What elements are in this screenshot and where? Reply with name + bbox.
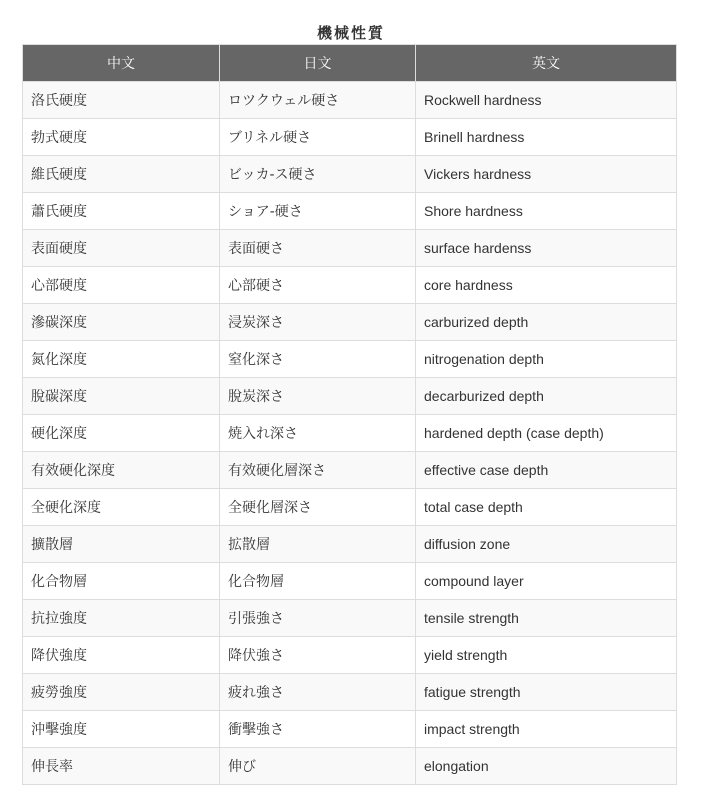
- header-japanese: 日文: [220, 45, 416, 82]
- cell-chinese: 脫碳深度: [23, 378, 220, 415]
- cell-chinese: 擴散層: [23, 526, 220, 563]
- cell-english: elongation: [416, 748, 677, 785]
- cell-chinese: 氮化深度: [23, 341, 220, 378]
- cell-english: hardened depth (case depth): [416, 415, 677, 452]
- table-row: [23, 600, 677, 637]
- table-row: [23, 119, 677, 156]
- cell-chinese: 滲碳深度: [23, 304, 220, 341]
- cell-chinese: 硬化深度: [23, 415, 220, 452]
- cell-chinese: 維氏硬度: [23, 156, 220, 193]
- cell-japanese: 引張強さ: [220, 600, 416, 637]
- cell-english: nitrogenation depth: [416, 341, 677, 378]
- header-row: [23, 45, 677, 82]
- cell-japanese: ブリネル硬さ: [220, 119, 416, 156]
- cell-english: core hardness: [416, 267, 677, 304]
- table-row: [23, 674, 677, 711]
- cell-japanese: 脫炭深さ: [220, 378, 416, 415]
- cell-japanese: 疲れ強さ: [220, 674, 416, 711]
- cell-japanese: 全硬化層深さ: [220, 489, 416, 526]
- cell-english: Brinell hardness: [416, 119, 677, 156]
- cell-chinese: 降伏強度: [23, 637, 220, 674]
- cell-english: Shore hardness: [416, 193, 677, 230]
- cell-chinese: 全硬化深度: [23, 489, 220, 526]
- cell-japanese: ショア-硬さ: [220, 193, 416, 230]
- terms-table: [22, 44, 677, 785]
- cell-chinese: 蕭氏硬度: [23, 193, 220, 230]
- cell-english: impact strength: [416, 711, 677, 748]
- cell-japanese: ロツクウェル硬さ: [220, 82, 416, 119]
- table-row: [23, 563, 677, 600]
- cell-japanese: 焼入れ深さ: [220, 415, 416, 452]
- cell-chinese: 勃式硬度: [23, 119, 220, 156]
- table-row: [23, 526, 677, 563]
- cell-english: yield strength: [416, 637, 677, 674]
- table-row: [23, 267, 677, 304]
- header-chinese: 中文: [23, 45, 220, 82]
- cell-japanese: 心部硬さ: [220, 267, 416, 304]
- cell-english: effective case depth: [416, 452, 677, 489]
- cell-japanese: ビッカ-ス硬さ: [220, 156, 416, 193]
- table-row: [23, 156, 677, 193]
- cell-chinese: 心部硬度: [23, 267, 220, 304]
- table-row: [23, 193, 677, 230]
- header-english: 英文: [416, 45, 677, 82]
- cell-japanese: 衝擊強さ: [220, 711, 416, 748]
- cell-english: diffusion zone: [416, 526, 677, 563]
- cell-chinese: 化合物層: [23, 563, 220, 600]
- cell-japanese: 有效硬化層深さ: [220, 452, 416, 489]
- cell-japanese: 化合物層: [220, 563, 416, 600]
- cell-english: fatigue strength: [416, 674, 677, 711]
- table-row: [23, 452, 677, 489]
- cell-japanese: 降伏強さ: [220, 637, 416, 674]
- table-row: [23, 489, 677, 526]
- cell-chinese: 表面硬度: [23, 230, 220, 267]
- table-body: [23, 82, 677, 785]
- table-row: [23, 415, 677, 452]
- table-row: [23, 341, 677, 378]
- cell-chinese: 疲勞強度: [23, 674, 220, 711]
- cell-english: surface hardenss: [416, 230, 677, 267]
- cell-english: decarburized depth: [416, 378, 677, 415]
- cell-english: carburized depth: [416, 304, 677, 341]
- table-row: [23, 304, 677, 341]
- cell-chinese: 洛氏硬度: [23, 82, 220, 119]
- cell-english: total case depth: [416, 489, 677, 526]
- cell-english: Vickers hardness: [416, 156, 677, 193]
- cell-japanese: 伸び: [220, 748, 416, 785]
- table-header: [23, 45, 677, 82]
- table-row: [23, 230, 677, 267]
- cell-english: Rockwell hardness: [416, 82, 677, 119]
- table-row: [23, 637, 677, 674]
- table-row: [23, 82, 677, 119]
- table-row: [23, 711, 677, 748]
- cell-chinese: 沖擊強度: [23, 711, 220, 748]
- cell-english: compound layer: [416, 563, 677, 600]
- cell-japanese: 窒化深さ: [220, 341, 416, 378]
- cell-english: tensile strength: [416, 600, 677, 637]
- cell-japanese: 拡散層: [220, 526, 416, 563]
- cell-chinese: 抗拉強度: [23, 600, 220, 637]
- cell-japanese: 表面硬さ: [220, 230, 416, 267]
- table-row: [23, 378, 677, 415]
- cell-japanese: 浸炭深さ: [220, 304, 416, 341]
- cell-chinese: 有效硬化深度: [23, 452, 220, 489]
- cell-chinese: 伸長率: [23, 748, 220, 785]
- table-row: [23, 748, 677, 785]
- table-title: 機械性質: [316, 24, 385, 42]
